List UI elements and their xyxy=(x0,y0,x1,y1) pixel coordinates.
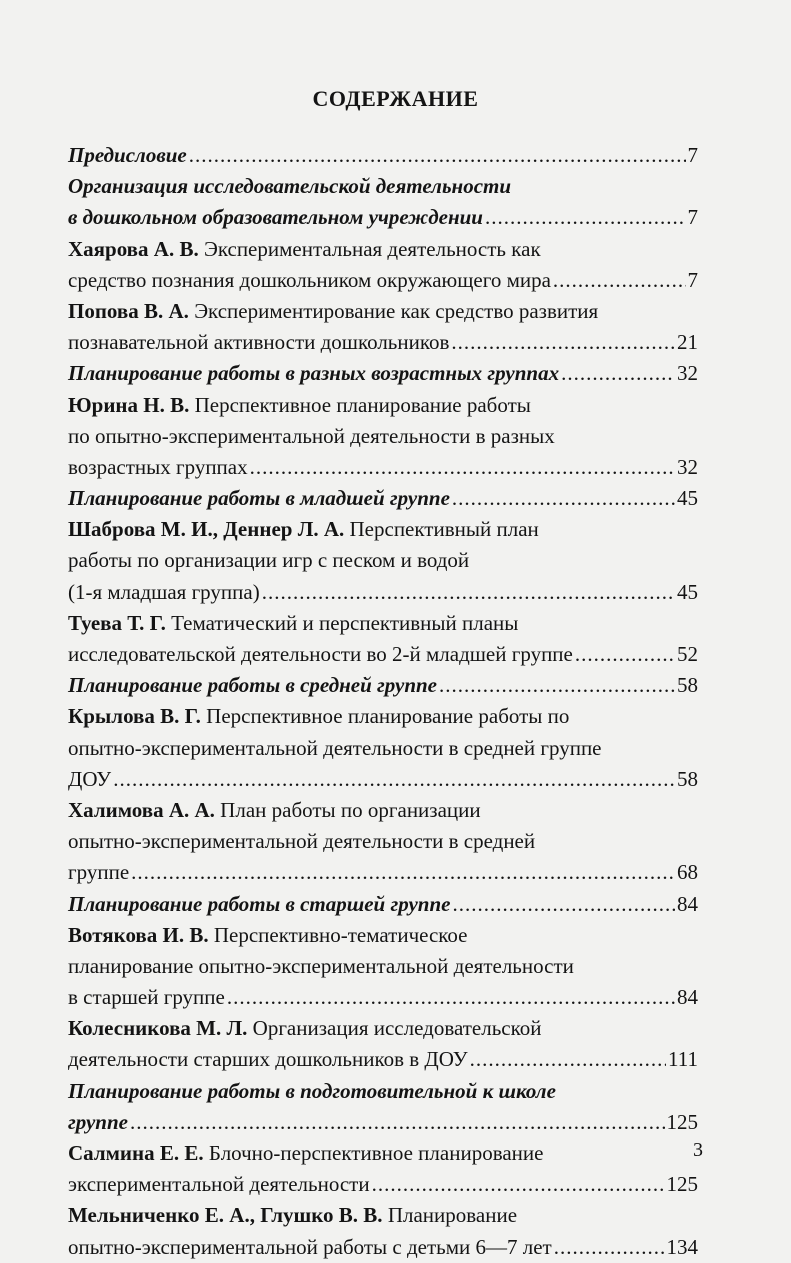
section-heading: Организация исследовательской деятельности xyxy=(68,174,512,199)
author-name: Хаярова А. В. xyxy=(68,236,199,261)
toc-entry xyxy=(68,234,698,296)
toc-page-number: 45 xyxy=(677,579,698,604)
toc-line xyxy=(68,857,698,888)
toc-line xyxy=(68,327,698,358)
toc-line xyxy=(68,545,698,576)
toc-line xyxy=(68,483,698,514)
toc-entry xyxy=(68,1200,698,1262)
toc-page-number: 7 xyxy=(687,267,698,292)
section-heading: в дошкольном образовательном учреждении xyxy=(68,205,483,230)
toc-line xyxy=(68,701,698,732)
author-name: Колесникова М. Л. xyxy=(68,1016,248,1041)
dot-leader xyxy=(131,857,675,888)
toc-entry xyxy=(68,140,698,171)
dot-leader xyxy=(553,265,686,296)
toc-entry xyxy=(68,296,698,358)
toc-line xyxy=(68,202,698,233)
author-name: Туева Т. Г. xyxy=(68,610,166,635)
article-title: Перспективный план xyxy=(344,517,539,542)
dot-leader xyxy=(113,764,675,795)
toc-entry xyxy=(68,483,698,514)
article-title: Перспективное планирование работы по xyxy=(200,704,570,729)
dot-leader xyxy=(227,982,675,1013)
article-title: Тематический и перспективный планы xyxy=(165,610,519,635)
toc-page-number: 32 xyxy=(677,454,698,479)
toc-page-number: 125 xyxy=(666,1172,698,1197)
page-number: 3 xyxy=(693,1139,703,1161)
toc-line xyxy=(68,670,698,701)
section-heading: группе xyxy=(68,1109,128,1134)
article-title: опытно-экспериментальной деятельности в средней группе xyxy=(68,735,602,760)
dot-leader xyxy=(372,1169,665,1200)
toc-entry xyxy=(68,920,698,1014)
author-name: Халимова А. А. xyxy=(68,797,215,822)
article-title: опытно-экспериментальной деятельности в средней xyxy=(68,829,536,854)
article-title: Планирование xyxy=(382,1203,518,1228)
toc-page-number: 84 xyxy=(677,985,698,1010)
toc-page-number: 45 xyxy=(677,486,698,511)
toc-line xyxy=(68,733,698,764)
author-name: Юрина Н. В. xyxy=(68,392,190,417)
dot-leader xyxy=(485,202,686,233)
section-heading: Планирование работы в старшей группе xyxy=(68,891,451,916)
dot-leader xyxy=(575,639,675,670)
page-title: СОДЕРЖАНИЕ xyxy=(312,86,479,111)
toc-entry xyxy=(68,390,698,484)
toc-line xyxy=(68,390,698,421)
article-title: (1-я младшая группа) xyxy=(68,579,260,604)
toc-line xyxy=(68,889,698,920)
toc-line xyxy=(68,234,698,265)
article-title: Организация исследовательской xyxy=(247,1016,542,1041)
article-title: познавательной активности дошкольников xyxy=(68,330,450,355)
dot-leader xyxy=(470,1044,666,1075)
toc-page-number: 7 xyxy=(687,205,698,230)
toc-line xyxy=(68,265,698,296)
toc-line xyxy=(68,1232,698,1263)
author-name: Попова В. А. xyxy=(68,298,189,323)
toc-entry xyxy=(68,670,698,701)
article-title: Перспективно-тематическое xyxy=(208,922,468,947)
article-title: Экспериментирование как средство развития xyxy=(188,298,599,323)
toc-entry xyxy=(68,171,698,233)
article-title: средство познания дошкольником окружающего мира xyxy=(68,267,551,292)
dot-leader xyxy=(554,1232,665,1263)
toc-line xyxy=(68,764,698,795)
article-title: Экспериментальная деятельность как xyxy=(198,236,541,261)
toc-line xyxy=(68,1138,698,1169)
toc-entry xyxy=(68,358,698,389)
author-name: Вотякова И. В. xyxy=(68,922,209,947)
dot-leader xyxy=(561,358,675,389)
dot-leader xyxy=(130,1107,665,1138)
toc-page-number: 111 xyxy=(668,1047,698,1072)
dot-leader xyxy=(452,889,675,920)
toc-entry xyxy=(68,1013,698,1075)
toc-line xyxy=(68,1107,698,1138)
toc-entry xyxy=(68,701,698,795)
toc-line xyxy=(68,826,698,857)
toc-entry xyxy=(68,1138,698,1200)
toc-line xyxy=(68,296,698,327)
dot-leader xyxy=(439,670,675,701)
article-title: План работы по организации xyxy=(214,797,481,822)
article-title: опытно-экспериментальной работы с детьми 6—7 лет xyxy=(68,1234,552,1259)
author-name: Шаброва М. И., Деннер Л. А. xyxy=(68,517,345,542)
toc-page-number: 7 xyxy=(687,143,698,167)
article-title: Блочно-перспективное планирование xyxy=(203,1141,544,1165)
toc-line xyxy=(68,358,698,389)
toc-page-number: 68 xyxy=(677,860,698,885)
article-title: работы по организации игр с песком и водой xyxy=(68,548,470,573)
dot-leader xyxy=(262,577,675,608)
toc-line xyxy=(68,171,698,202)
toc-line xyxy=(68,452,698,483)
toc-line xyxy=(68,577,698,608)
section-heading: Планирование работы в младшей группе xyxy=(68,486,450,511)
article-title: в старшей группе xyxy=(68,985,225,1010)
toc-page-number: 84 xyxy=(677,891,698,916)
article-title: по опытно-экспериментальной деятельности в разных xyxy=(68,423,555,448)
article-title: Перспективное планирование работы xyxy=(189,392,531,417)
toc-line xyxy=(68,1013,698,1044)
table-of-contents xyxy=(68,140,698,1263)
section-heading: Планирование работы в разных возрастных группах xyxy=(68,361,560,386)
toc-page-number: 21 xyxy=(677,330,698,355)
author-name: Крылова В. Г. xyxy=(68,704,201,729)
toc-entry xyxy=(68,795,698,889)
toc-line xyxy=(68,1200,698,1231)
toc-line xyxy=(68,514,698,545)
section-heading: Предисловие xyxy=(68,143,187,167)
toc-line xyxy=(68,421,698,452)
article-title: деятельности старших дошкольников в ДОУ xyxy=(68,1047,468,1072)
toc-line xyxy=(68,920,698,951)
toc-page-number: 32 xyxy=(677,361,698,386)
toc-line xyxy=(68,795,698,826)
toc-entry xyxy=(68,514,698,608)
toc-entry xyxy=(68,889,698,920)
toc-line xyxy=(68,608,698,639)
toc-page-number: 58 xyxy=(677,766,698,791)
article-title: исследовательской деятельности во 2-й младшей группе xyxy=(68,642,573,666)
toc-line xyxy=(68,1076,698,1107)
toc-line xyxy=(68,639,698,670)
toc-line xyxy=(68,1044,698,1075)
article-title: планирование опытно-экспериментальной деятельности xyxy=(68,953,574,978)
author-name: Мельниченко Е. А., Глушко В. В. xyxy=(68,1203,383,1228)
section-heading: Планирование работы в подготовительной к школе xyxy=(68,1078,556,1103)
toc-line xyxy=(68,1169,698,1200)
article-title: экспериментальной деятельности xyxy=(68,1172,370,1197)
dot-leader xyxy=(452,483,675,514)
toc-line xyxy=(68,982,698,1013)
article-title: ДОУ xyxy=(68,766,112,791)
toc-entry xyxy=(68,1076,698,1138)
dot-leader xyxy=(250,452,675,483)
toc-line xyxy=(68,140,698,171)
toc-entry xyxy=(68,608,698,670)
toc-page-number: 134 xyxy=(666,1234,698,1259)
toc-page-number: 58 xyxy=(677,673,698,698)
dot-leader xyxy=(451,327,675,358)
toc-page-number: 52 xyxy=(677,642,698,666)
toc-line xyxy=(68,951,698,982)
dot-leader xyxy=(189,140,686,171)
section-heading: Планирование работы в средней группе xyxy=(68,673,438,698)
article-title: группе xyxy=(68,860,130,885)
toc-page-number: 125 xyxy=(666,1109,698,1134)
author-name: Салмина Е. Е. xyxy=(68,1141,204,1165)
article-title: возрастных группах xyxy=(68,454,248,479)
